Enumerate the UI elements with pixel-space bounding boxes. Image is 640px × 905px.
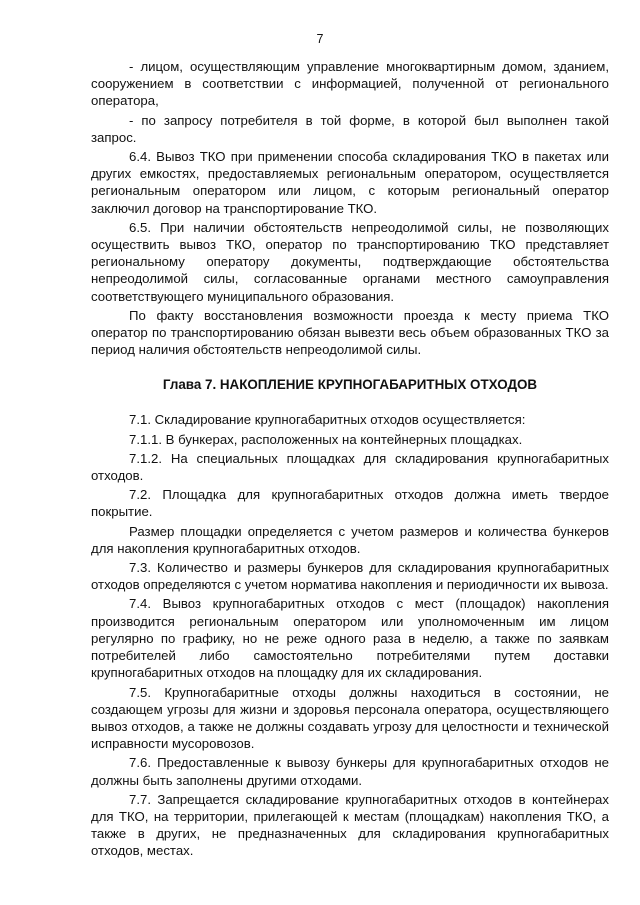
chapter-heading: Глава 7. НАКОПЛЕНИЕ КРУПНОГАБАРИТНЫХ ОТХОДОВ — [162, 377, 538, 393]
paragraph: 7.1.1. В бункерах, расположенных на контейнерных площадках. — [129, 431, 523, 447]
paragraph: Размер площадки определяется с учетом размеров и количества бункеров для накопления крупногабаритных отходов. — [91, 523, 609, 556]
paragraph: 7.1.2. На специальных площадках для складирования крупногабаритных отходов. — [91, 450, 609, 484]
paragraph: 6.4. Вывоз ТКО при применении способа складирования ТКО в пакетах или других емкостях, предоставляемых региональным оператором, осуществляется региональным оператором или лицом, с которым региональный оператор заключил договор на транспортирование ТКО. — [91, 149, 609, 216]
paragraph: 7.5. Крупногабаритные отходы должны находиться в состоянии, не создающем угрозы для жизни и здоровья персонала оператора, осуществляющего вывоз отходов, а также не должны создавать угрозу для целостности и технической исправности мусоровозов. — [91, 684, 609, 752]
page-number: 7 — [316, 32, 324, 46]
paragraph: 7.4. Вывоз крупногабаритных отходов с мест (площадок) накопления производится региональным оператором или уполномоченным им лицом регулярно по графику, но не реже одного раза в неделю, а также по заявкам потребителей либо самостоятельно потребителями путем доставки крупногабаритных отходов на площадку для их складирования. — [91, 596, 609, 681]
paragraph: По факту восстановления возможности проезда к месту приема ТКО оператор по транспортированию обязан вывезти весь объем образованных ТКО за период наличия обстоятельств непреодолимой силы. — [91, 307, 609, 358]
paragraph: 7.2. Площадка для крупногабаритных отходов должна иметь твердое покрытие. — [91, 487, 609, 520]
paragraph: 7.6. Предоставленные к вывозу бункеры для крупногабаритных отходов не должны быть заполнены другими отходами. — [91, 755, 609, 788]
paragraph: 7.7. Запрещается складирование крупногабаритных отходов в контейнерах для ТКО, на территории, прилегающей к местам (площадкам) накопления ТКО, а также в других, не предназначенных для складирования крупногабаритных отходов, местах. — [91, 791, 609, 859]
document-body — [91, 58, 609, 860]
paragraph: 6.5. При наличии обстоятельств непреодолимой силы, не позволяющих осуществить вывоз ТКО, оператор по транспортированию ТКО представляет региональному оператору документы, подтверждающие обстоятельства непреодолимой силы, согласованные органами местного самоуправления соответствующего муниципального образования. — [91, 219, 609, 304]
paragraph: 7.1. Складирование крупногабаритных отходов осуществляется: — [129, 412, 526, 428]
paragraph: - по запросу потребителя в той форме, в которой был выполнен такой запрос. — [91, 112, 609, 145]
paragraph: - лицом, осуществляющим управление многоквартирным домом, зданием, сооружением в соответствии с информацией, полученной от регионального оператора, — [91, 59, 609, 109]
paragraph: 7.3. Количество и размеры бункеров для складирования крупногабаритных отходов определяются с учетом норматива накопления и периодичности их вывоза. — [91, 560, 609, 593]
